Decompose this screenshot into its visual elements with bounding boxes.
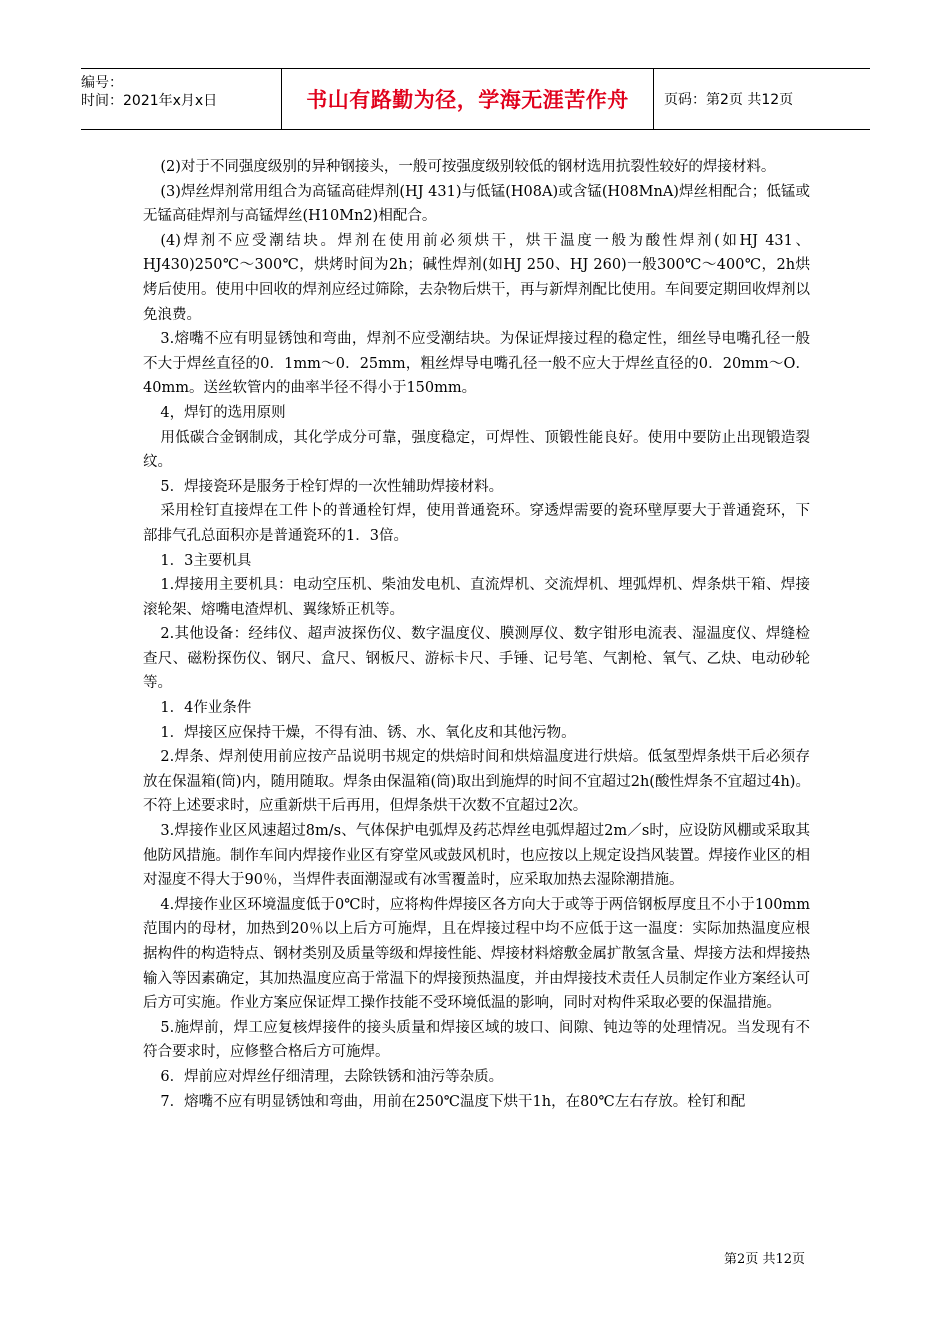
header-page-cell bbox=[654, 69, 870, 129]
body-paragraph: 2.其他设备：经纬仪、超声波探伤仪、数字温度仪、膜测厚仪、数字钳形电流表、湿温度仪、焊缝检查尺、磁粉探伤仪、钢尺、盒尺、钢板尺、游标卡尺、手锤、记号笔、气割枪、氧气、乙炔、电动砂轮等。 bbox=[143, 626, 810, 692]
footer-page-number: 第2页 共12页 bbox=[724, 1252, 805, 1267]
body-paragraph: 3.熔嘴不应有明显锈蚀和弯曲，焊剂不应受潮结块。为保证焊接过程的稳定性，细丝导电嘴孔径一般不大于焊丝直径的0．1mm～0．25mm，粗丝焊导电嘴孔径一般不应大于焊丝直径的0．20mm～O．40mm。送丝软管内的曲率半径不得小于150mm。 bbox=[143, 331, 810, 397]
header-motto-cell bbox=[282, 69, 654, 129]
header-motto: 书山有路勤为径，学海无涯苦作舟 bbox=[306, 88, 629, 112]
body-paragraph: 6．焊前应对焊丝仔细清理，去除铁锈和油污等杂质。 bbox=[160, 1068, 504, 1085]
body-paragraph: 7．熔嘴不应有明显锈蚀和弯曲，用前在250℃温度下烘干1h，在80℃左右存放。栓钉和配 bbox=[160, 1093, 746, 1110]
section-heading: 1．3主要机具 bbox=[160, 552, 252, 569]
body-paragraph: 1．焊接区应保持干燥，不得有油、锈、水、氧化皮和其他污物。 bbox=[160, 724, 576, 741]
body-paragraph: 2.焊条、焊剂使用前应按产品说明书规定的烘焙时间和烘焙温度进行烘焙。低氢型焊条烘干后必须存放在保温箱(筒)内，随用随取。焊条由保温箱(筒)取出到施焊的时间不宜超过2h(酸性焊条不宜超过4h)。不符上述要求时，应重新烘干后再用，但焊条烘干次数不宜超过2次。 bbox=[143, 749, 810, 815]
body-paragraph: 用低碳合金钢制成，其化学成分可靠，强度稳定，可焊性、顶锻性能良好。使用中要防止出现锻造裂纹。 bbox=[143, 429, 810, 471]
document-date: 时间：2021年x月x日 bbox=[81, 93, 218, 109]
body-paragraph: 5．焊接瓷环是服务于栓钉焊的一次性辅助焊接材料。 bbox=[160, 478, 504, 495]
body-paragraph: 采用栓钉直接焊在工件卜的普通栓钉焊，使用普通瓷环。穿透焊需要的瓷环壁厚要大于普通瓷环，下部排气孔总面积亦是普通瓷环的1．3倍。 bbox=[143, 503, 810, 544]
body-paragraph: 3.焊接作业区风速超过8m/s、气体保护电弧焊及药芯焊丝电弧焊超过2m／s时，应设防风棚或采取其他防风措施。制作车间内焊接作业区有穿堂风或鼓风机时，也应按以上规定设挡风装置。焊接作业区的相对湿度不得大于90％，当焊件表面潮湿或有冰雪覆盖时，应采取加热去湿除潮措施。 bbox=[143, 823, 810, 889]
body-paragraph: 4.焊接作业区环境温度低于0℃时，应将构件焊接区各方向大于或等于两倍钢板厚度且不小于100mm范围内的母材，加热到20％以上后方可施焊，且在焊接过程中均不应低于这一温度：实际加热温度应根据构件的构造特点、钢材类别及质量等级和焊接性能、焊接材料熔敷金属扩散氢含量、焊接方法和焊接热输入等因素确定，其加热温度应高于常温下的焊接预热温度，并由焊接技术责任人员制定作业方案经认可后方可实施。作业方案应保证焊工操作技能不受环境低温的影响，同时对构件采取必要的保温措施。 bbox=[143, 896, 810, 1012]
section-heading: 1．4作业条件 bbox=[160, 700, 252, 717]
section-heading: 4，焊钉的选用原则 bbox=[160, 404, 286, 421]
page-header bbox=[81, 68, 870, 130]
body-paragraph: 5.施焊前，焊工应复核焊接件的接头质量和焊接区域的坡口、间隙、钝边等的处理情况。当发现有不符合要求时，应修整合格后方可施焊。 bbox=[143, 1019, 810, 1061]
body-paragraph: (4)焊剂不应受潮结块。焊剂在使用前必须烘干，烘干温度一般为酸性焊剂(如HJ 431、HJ430)250℃～300℃，烘烤时间为2h；碱性焊剂(如HJ 250、HJ 260)一般300℃～400℃，2h烘烤后使用。使用中回收的焊剂应经过筛除，去杂物后烘干，再与新焊剂配比使用。车间要定期回收焊剂以免浪费。 bbox=[143, 232, 810, 323]
body-paragraph: 1.焊接用主要机具：电动空压机、柴油发电机、直流焊机、交流焊机、埋弧焊机、焊条烘干箱、焊接滚轮架、熔嘴电渣焊机、翼缘矫正机等。 bbox=[143, 577, 810, 618]
document-number-label: 编号： bbox=[81, 75, 123, 91]
page-footer bbox=[724, 1248, 805, 1267]
body-paragraph: (3)焊丝焊剂常用组合为高锰高硅焊剂(HJ 431)与低锰(H08A)或含锰(H08MnA)焊丝相配合；低锰或无锰高硅焊剂与高锰焊丝(H10Mn2)相配合。 bbox=[143, 183, 810, 225]
header-page-info: 页码：第2页 共12页 bbox=[664, 92, 794, 108]
header-meta-cell bbox=[81, 69, 282, 129]
document-body bbox=[143, 155, 810, 1114]
body-paragraph: (2)对于不同强度级别的异种钢接头，一般可按强度级别较低的钢材选用抗裂性较好的焊接材料。 bbox=[160, 159, 776, 175]
